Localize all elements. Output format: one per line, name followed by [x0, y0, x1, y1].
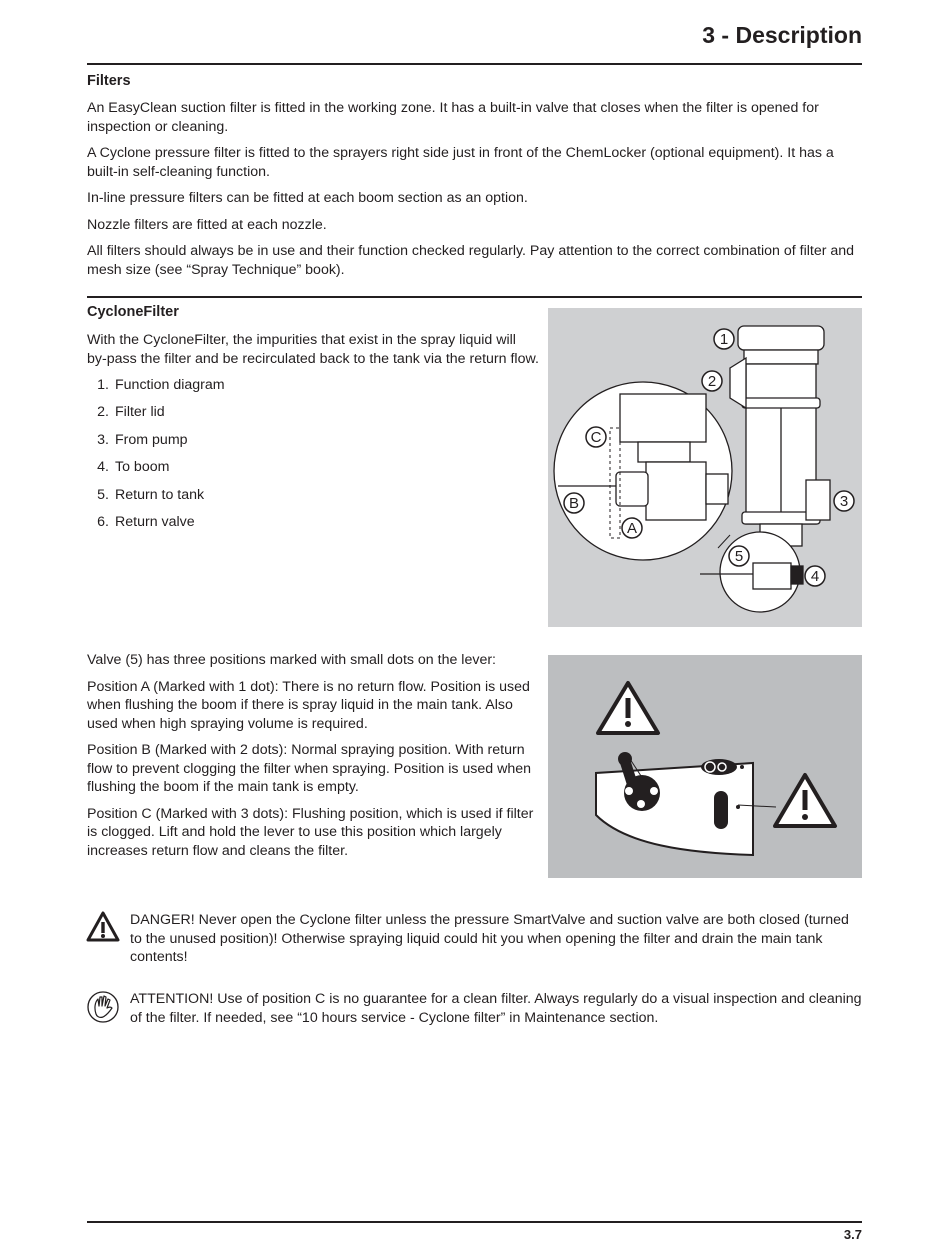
- footer-rule: [87, 1221, 862, 1223]
- valve-positions-text: [87, 651, 539, 860]
- section-rule: [87, 296, 862, 298]
- list-item: 3. From pump: [97, 431, 188, 448]
- list-item: 4. To boom: [97, 459, 170, 476]
- filters-paragraph: All filters should always be in use and their function checked regularly. Pay attention to the correct combination of filter and mesh size (see “Spray Technique” book).: [87, 243, 855, 278]
- filters-paragraph: Nozzle filters are fitted at each nozzle.: [87, 216, 327, 233]
- header-rule: [87, 63, 862, 65]
- list-item: 2. Filter lid: [97, 404, 165, 421]
- cyclone-intro: With the CycloneFilter, the impurities that exist in the spray liquid will by-pass the filter and be recirculated back to the tank via the return flow.: [87, 332, 539, 367]
- cyclone-filter-figure: [548, 308, 862, 627]
- valve-paragraph: Position A (Marked with 1 dot): There is no return flow. Position is used when flushing the boom if there is spray liquid in the main tank. Also used when high spraying volume is required.: [87, 678, 530, 732]
- callout-b: B: [568, 495, 580, 512]
- list-item: 5. Return to tank: [97, 486, 205, 503]
- callout-5: 5: [734, 548, 744, 565]
- valve-paragraph: Position B (Marked with 2 dots): Normal spraying position. With return flow to prevent clogging the filter when spraying. Position is used when flushing the boom if the main tank is empty.: [87, 742, 532, 795]
- callout-3: 3: [839, 493, 849, 510]
- list-item: 6. Return valve: [97, 513, 195, 530]
- danger-text: DANGER! Never open the Cyclone filter unless the pressure SmartValve and suction valve are both closed (turned to the unused position)! Otherwise spraying liquid could hit you when opening the filter and drain the main tank contents!: [130, 912, 849, 965]
- section-title: 3 - Description: [702, 22, 862, 48]
- valve-panel-illustration: [548, 655, 862, 878]
- filters-heading: Filters: [87, 73, 131, 89]
- hand-attention-icon: [86, 990, 130, 1029]
- danger-note: [86, 911, 863, 967]
- warning-triangle-icon: [86, 911, 130, 967]
- callout-a: A: [626, 520, 638, 537]
- list-item: 1. Function diagram: [97, 377, 225, 393]
- filters-paragraph: An EasyClean suction filter is fitted in the working zone. It has a built-in valve that closes when the filter is opened for inspection or cleaning.: [87, 100, 819, 135]
- valve-paragraph: Valve (5) has three positions marked with small dots on the lever:: [87, 652, 496, 668]
- attention-note: [86, 990, 863, 1029]
- cyclone-parts-list: [81, 377, 381, 541]
- filters-body: [87, 99, 863, 279]
- callout-1: 1: [719, 331, 729, 348]
- callout-4: 4: [810, 568, 820, 585]
- filters-paragraph: A Cyclone pressure filter is fitted to the sprayers right side just in front of the ChemLocker (optional equipment). It has a built-in self-cleaning function.: [87, 145, 834, 180]
- cyclone-heading: CycloneFilter: [87, 304, 179, 320]
- valve-panel-figure: [548, 655, 862, 878]
- attention-text: ATTENTION! Use of position C is no guarantee for a clean filter. Always regularly do a visual inspection and cleaning of the filter. If needed, see “10 hours service - Cyclone filter” in Maintenance section.: [130, 991, 862, 1026]
- callout-2: 2: [707, 373, 717, 390]
- callout-c: C: [590, 429, 602, 446]
- filters-paragraph: In-line pressure filters can be fitted at each boom section as an option.: [87, 190, 528, 206]
- valve-paragraph: Position C (Marked with 3 dots): Flushing position, which is used if filter is clogged. Lift and hold the lever to use this position which largely increases return flow and cleans the filter.: [87, 805, 534, 859]
- page-number: 3.7: [843, 1227, 862, 1242]
- cyclone-filter-illustration: [548, 308, 862, 627]
